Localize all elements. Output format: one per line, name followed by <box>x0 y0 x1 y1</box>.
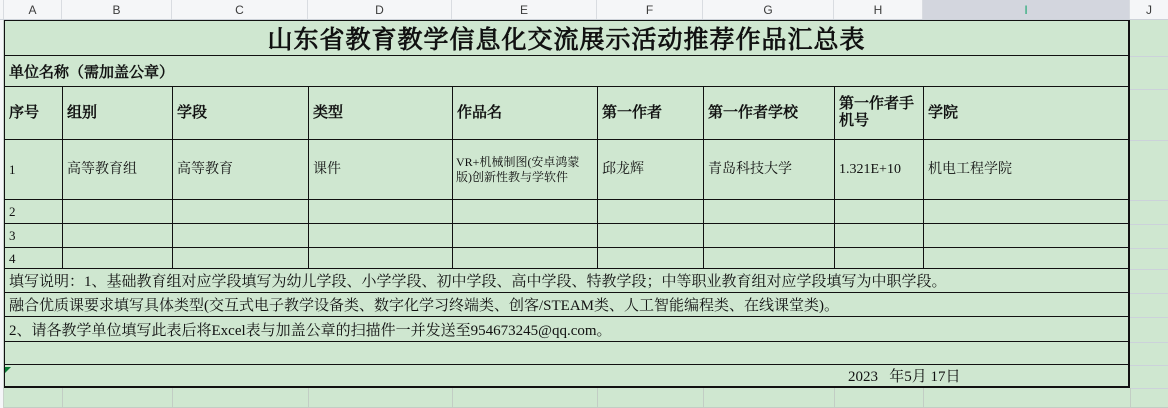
column-header-a[interactable]: A <box>4 0 62 19</box>
column-header-b[interactable]: B <box>62 0 172 19</box>
worksheet-table <box>4 20 1130 388</box>
table-row <box>5 140 1128 200</box>
date-cell[interactable]: 2023 年5月 17日 <box>848 369 961 385</box>
note-row <box>5 269 1128 293</box>
header-cell-first-author[interactable]: 第一作者 <box>598 87 704 139</box>
cell-r2-author-phone[interactable] <box>835 200 924 223</box>
column-header-f[interactable]: F <box>597 0 703 19</box>
cell-r4-author-phone[interactable] <box>835 248 924 268</box>
cell-r2-group[interactable] <box>63 200 173 223</box>
table-row <box>5 224 1128 248</box>
cell-r3-work-name[interactable] <box>453 224 598 247</box>
cell-r3-author-phone[interactable] <box>835 224 924 247</box>
header-cell-group[interactable]: 组别 <box>63 87 173 139</box>
column-header-i-selected[interactable]: I <box>923 0 1130 19</box>
cell-r3-index[interactable]: 3 <box>5 224 63 247</box>
cell-r2-stage[interactable] <box>173 200 309 223</box>
cell-r4-stage[interactable] <box>173 248 309 268</box>
header-cell-college[interactable]: 学院 <box>928 104 959 121</box>
empty-merged-row <box>5 342 1128 365</box>
error-indicator-triangle <box>5 367 11 373</box>
cell-r1-author-phone[interactable]: 1.321E+10 <box>835 140 924 199</box>
column-header-strip <box>0 0 1168 20</box>
cell-r1-work-name[interactable]: VR+机械制图(安卓鸿蒙版)创新性教与学软件 <box>453 140 598 199</box>
cell-r1-group[interactable]: 高等教育组 <box>63 140 173 199</box>
cell-r1-author-school[interactable]: 青岛科技大学 <box>704 140 835 199</box>
header-cell-work-name[interactable]: 作品名 <box>453 87 598 139</box>
note-cell-instructions[interactable]: 填写说明：1、基础教育组对应学段填写为幼儿学段、小学学段、初中学段、高中学段、特教学段；中等职业教育组对应学段填写为中职学段。 <box>9 274 947 290</box>
cell-r3-author-school[interactable] <box>704 224 835 247</box>
sheet-title-cell[interactable]: 山东省教育教学信息化交流展示活动推荐作品汇总表 <box>267 27 866 54</box>
table-row <box>5 248 1128 269</box>
cell-r1-college[interactable]: 机电工程学院 <box>928 162 1012 177</box>
title-row <box>5 21 1128 56</box>
cell-r3-type[interactable] <box>309 224 453 247</box>
column-header-c[interactable]: C <box>172 0 308 19</box>
empty-cell[interactable] <box>5 342 1128 364</box>
column-header-g[interactable]: G <box>703 0 834 19</box>
unit-name-cell[interactable]: 单位名称（需加盖公章） <box>9 64 175 81</box>
cell-r2-college[interactable] <box>924 200 1128 223</box>
cell-r4-author-school[interactable] <box>704 248 835 268</box>
unit-name-row <box>5 56 1128 87</box>
cell-r2-index[interactable]: 2 <box>5 200 63 223</box>
cell-r3-first-author[interactable] <box>598 224 704 247</box>
cell-r2-work-name[interactable] <box>453 200 598 223</box>
cell-r3-college[interactable] <box>924 224 1128 247</box>
header-cell-type[interactable]: 类型 <box>309 87 453 139</box>
cell-r4-type[interactable] <box>309 248 453 268</box>
cell-r1-first-author[interactable]: 邱龙辉 <box>598 140 704 199</box>
header-cell-author-phone[interactable]: 第一作者手机号 <box>835 87 924 139</box>
cell-r2-type[interactable] <box>309 200 453 223</box>
cell-r4-index[interactable]: 4 <box>5 248 63 268</box>
cell-r1-index[interactable]: 1 <box>5 140 63 199</box>
date-row <box>5 365 1128 388</box>
cell-r1-stage[interactable]: 高等教育 <box>173 140 309 199</box>
column-header-j[interactable]: J <box>1146 2 1152 17</box>
cell-r4-first-author[interactable] <box>598 248 704 268</box>
cell-r1-type[interactable]: 课件 <box>309 140 453 199</box>
table-row <box>5 200 1128 224</box>
cell-r4-college[interactable] <box>924 248 1128 268</box>
table-header-row <box>5 87 1128 140</box>
cell-r3-stage[interactable] <box>173 224 309 247</box>
cell-r4-work-name[interactable] <box>453 248 598 268</box>
cell-r2-first-author[interactable] <box>598 200 704 223</box>
cell-r3-group[interactable] <box>63 224 173 247</box>
note-cell-type-detail[interactable]: 融合优质课要求填写具体类型(交互式电子教学设备类、数字化学习终端类、创客/STEAM类、人工智能编程类、在线课堂类)。 <box>9 298 840 314</box>
header-cell-stage[interactable]: 学段 <box>173 87 309 139</box>
note-row <box>5 293 1128 317</box>
header-cell-index[interactable]: 序号 <box>5 87 63 139</box>
column-header-d[interactable]: D <box>308 0 452 19</box>
cell-r4-group[interactable] <box>63 248 173 268</box>
column-header-e[interactable]: E <box>452 0 597 19</box>
header-cell-author-school[interactable]: 第一作者学校 <box>704 87 835 139</box>
cell-r2-author-school[interactable] <box>704 200 835 223</box>
note-row <box>5 317 1128 342</box>
column-header-h[interactable]: H <box>834 0 923 19</box>
note-cell-email[interactable]: 2、请各教学单位填写此表后将Excel表与加盖公章的扫描件一并发送至954673245@qq.com。 <box>9 322 612 339</box>
